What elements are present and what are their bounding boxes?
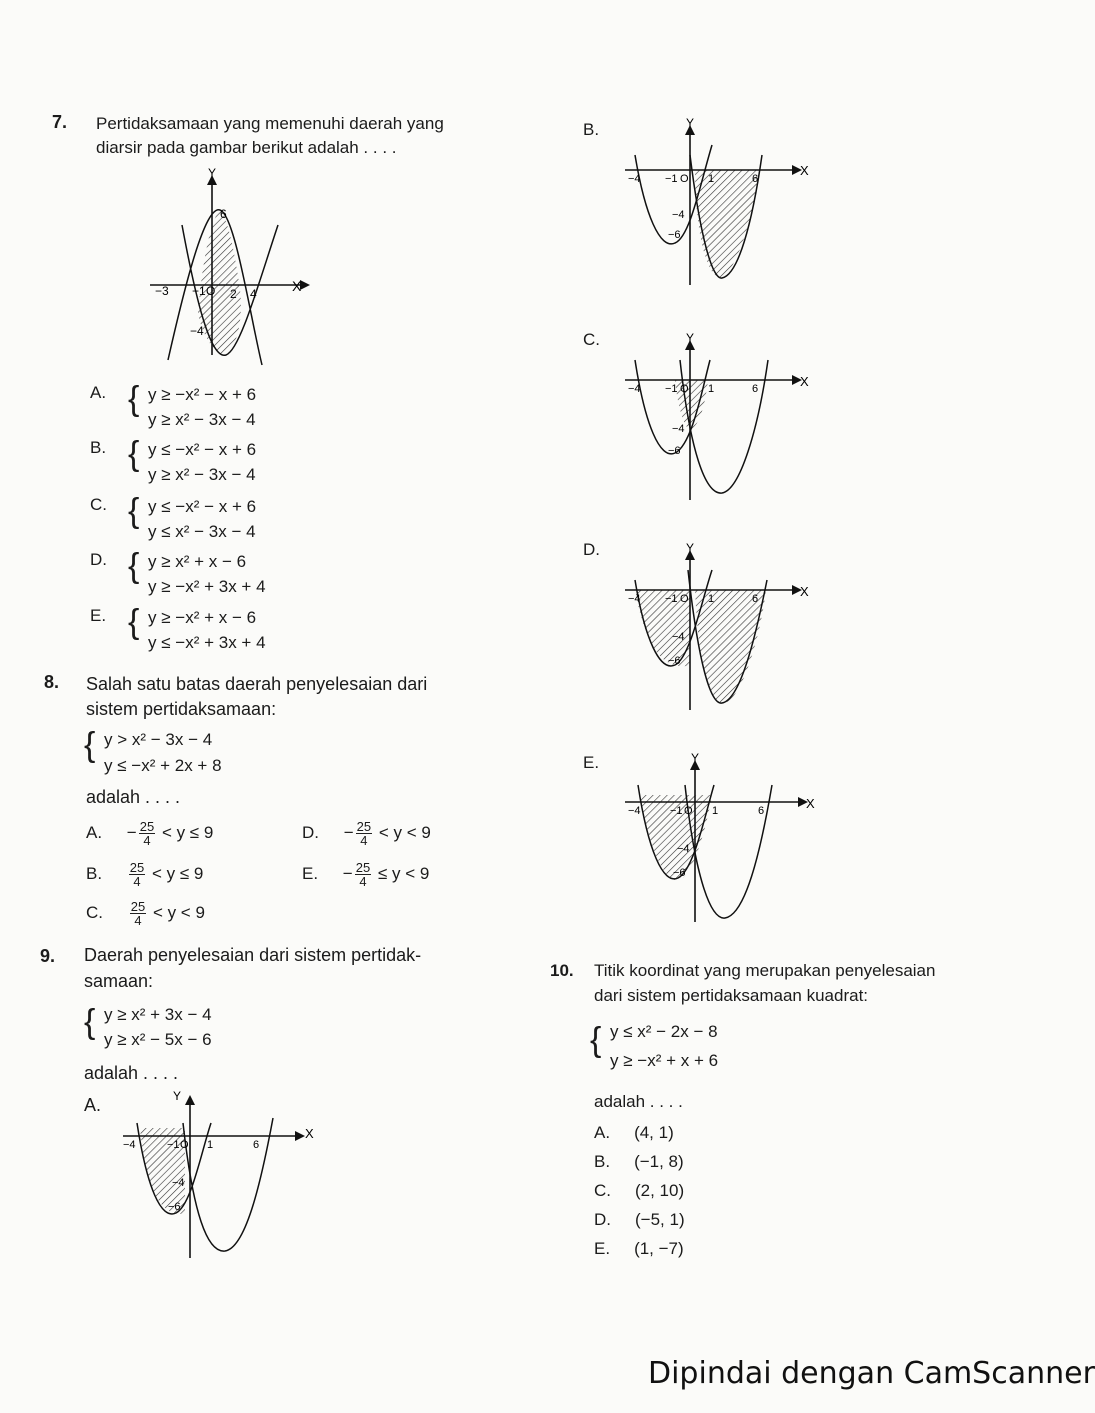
q7-option-a-line1: y ≥ −x² − x + 6 (148, 385, 257, 404)
svg-text:O: O (680, 383, 689, 395)
q10-sys-line1: y ≤ x² − 2x − 8 (610, 1022, 718, 1041)
q8-sys-line1: y > x² − 3x − 4 (104, 730, 213, 749)
q7-graph-d-letter[interactable]: D. (583, 540, 600, 559)
svg-text:−6: −6 (668, 229, 681, 241)
q8-option-e[interactable]: E. − $\frac{25}{4}$ ≤ y < 9 (302, 860, 430, 889)
q7-option-a-letter[interactable]: A. (90, 383, 107, 402)
q7-tick: −1 (192, 284, 206, 298)
svg-text:O: O (180, 1139, 189, 1151)
svg-text:−4: −4 (628, 593, 641, 605)
q10-option-e[interactable]: E. (1, −7) (594, 1239, 684, 1258)
svg-text:1: 1 (708, 173, 715, 185)
q10-option-c[interactable]: C. (2, 10) (594, 1181, 685, 1200)
q7-graph-e (620, 750, 820, 925)
q7-option-c-brace: { (128, 492, 140, 530)
q7-option-e-brace: { (128, 603, 140, 641)
q7-tick: 6 (220, 207, 227, 221)
q10-brace: { (590, 1021, 602, 1059)
q7-tick: −4 (190, 324, 204, 338)
q9-tail: adalah . . . . (84, 1063, 179, 1083)
q7-tick: 4 (250, 287, 257, 301)
q7-text-line2: diarsir pada gambar berikut adalah . . . . (96, 138, 397, 157)
q8-text-line1: Salah satu batas daerah penyelesaian dari (86, 674, 428, 694)
q9-graph (115, 1088, 325, 1263)
q7-tick: −3 (155, 284, 169, 298)
svg-text:−4: −4 (123, 1139, 136, 1151)
q10-option-a[interactable]: A. (4, 1) (594, 1123, 674, 1142)
svg-text:1: 1 (708, 593, 715, 605)
q7-y-label: Y (208, 166, 217, 180)
svg-text:−1: −1 (167, 1139, 180, 1151)
q9-text-line1: Daerah penyelesaian dari sistem pertidak- (84, 945, 422, 965)
svg-text:−4: −4 (672, 423, 685, 435)
q8-option-d[interactable]: D. − $\frac{25}{4}$ < y < 9 (302, 819, 431, 848)
svg-text:X: X (800, 584, 809, 599)
q8-option-a[interactable]: A. − $\frac{25}{4}$ < y ≤ 9 (86, 819, 214, 848)
q7-option-b-brace: { (128, 435, 140, 473)
q9-number: 9. (40, 946, 56, 966)
q7-number: 7. (52, 112, 68, 132)
q7-option-d-letter[interactable]: D. (90, 550, 107, 569)
q10-text-line1: Titik koordinat yang merupakan penyelesaian (594, 961, 936, 980)
q9-option-a-letter[interactable]: A. (84, 1095, 102, 1115)
q8-text-line2: sistem pertidaksamaan: (86, 699, 277, 719)
q7-option-a-line2: y ≥ x² − 3x − 4 (148, 410, 256, 429)
svg-text:−4: −4 (672, 631, 685, 643)
q10-number: 10. (550, 961, 574, 980)
svg-text:−1: −1 (665, 383, 678, 395)
svg-text:−4: −4 (172, 1177, 185, 1189)
svg-text:−4: −4 (677, 843, 690, 855)
q9-sys-line1: y ≥ x² + 3x − 4 (104, 1005, 212, 1024)
q7-option-b-line1: y ≤ −x² − x + 6 (148, 440, 257, 459)
q10-option-b[interactable]: B. (−1, 8) (594, 1152, 684, 1171)
q7-x-label: X (292, 278, 302, 294)
q7-option-d-line2: y ≥ −x² + 3x + 4 (148, 577, 266, 596)
q7-tick: O (206, 284, 216, 298)
svg-text:−6: −6 (673, 867, 686, 879)
q7-option-e-line1: y ≥ −x² + x − 6 (148, 608, 257, 627)
q8-option-b[interactable]: B. $\frac{25}{4}$ < y ≤ 9 (86, 860, 204, 889)
svg-text:Y: Y (686, 541, 695, 555)
svg-text:Y: Y (691, 751, 700, 765)
svg-text:−1: −1 (665, 173, 678, 185)
q7-option-c-line1: y ≤ −x² − x + 6 (148, 497, 257, 516)
svg-text:X: X (806, 796, 815, 811)
svg-text:6: 6 (752, 173, 759, 185)
svg-text:1: 1 (712, 805, 719, 817)
q7-x-arrow (300, 280, 310, 290)
svg-text:O: O (684, 805, 693, 817)
q7-graph (140, 165, 320, 370)
q10-text-line2: dari sistem pertidaksamaan kuadrat: (594, 986, 869, 1005)
q7-option-c-line2: y ≤ x² − 3x − 4 (148, 522, 256, 541)
q7-shaded-region (198, 210, 241, 355)
q7-graph-d (620, 540, 820, 710)
q10-option-d[interactable]: D. (−5, 1) (594, 1210, 685, 1229)
svg-text:6: 6 (752, 593, 759, 605)
q7-option-b-line2: y ≥ x² − 3x − 4 (148, 465, 256, 484)
q7-graph-e-letter[interactable]: E. (583, 753, 600, 772)
q7-option-e-line2: y ≤ −x² + 3x + 4 (148, 633, 266, 652)
q7-option-d-brace: { (128, 547, 140, 585)
q9-sys-line2: y ≥ x² − 5x − 6 (104, 1030, 212, 1049)
q7-option-b-letter[interactable]: B. (90, 438, 107, 457)
q8-option-c[interactable]: C. $\frac{25}{4}$ < y < 9 (86, 899, 205, 928)
svg-text:−1: −1 (665, 593, 678, 605)
svg-text:6: 6 (752, 383, 759, 395)
q10-tail: adalah . . . . (594, 1092, 683, 1111)
svg-text:−4: −4 (628, 173, 641, 185)
q7-graph-c (620, 330, 820, 500)
svg-text:−4: −4 (628, 383, 641, 395)
svg-text:X: X (800, 163, 809, 178)
q8-sys-line2: y ≤ −x² + 2x + 8 (104, 756, 222, 775)
svg-text:6: 6 (758, 805, 765, 817)
svg-text:−1: −1 (670, 805, 683, 817)
svg-text:Y: Y (173, 1089, 182, 1103)
q9-brace: { (84, 1003, 96, 1041)
q7-option-c-letter[interactable]: C. (90, 495, 107, 514)
q10-sys-line2: y ≥ −x² + x + 6 (610, 1051, 719, 1070)
svg-text:O: O (680, 173, 689, 185)
svg-text:Y: Y (686, 116, 695, 130)
svg-text:1: 1 (708, 383, 715, 395)
q7-graph-c-letter[interactable]: C. (583, 330, 600, 349)
svg-text:Y: Y (686, 331, 695, 345)
q7-option-a-brace: { (128, 380, 140, 418)
q8-number: 8. (44, 672, 60, 692)
svg-text:X: X (305, 1126, 314, 1141)
svg-text:−6: −6 (168, 1201, 181, 1213)
q7-option-d-line1: y ≥ x² + x − 6 (148, 552, 247, 571)
q7-text-line1: Pertidaksamaan yang memenuhi daerah yang (96, 114, 444, 133)
q7-tick: 2 (230, 287, 237, 301)
svg-text:−4: −4 (628, 805, 641, 817)
svg-text:6: 6 (253, 1139, 260, 1151)
q8-brace: { (84, 726, 96, 764)
q7-graph-b (620, 115, 820, 290)
svg-text:1: 1 (207, 1139, 214, 1151)
svg-text:X: X (800, 374, 809, 389)
svg-text:O: O (680, 593, 689, 605)
svg-text:−6: −6 (668, 445, 681, 457)
q7-option-e-letter[interactable]: E. (90, 606, 107, 625)
q7-graph-b-letter[interactable]: B. (583, 120, 600, 139)
scanner-watermark: Dipindai dengan CamScanner (648, 1356, 1095, 1391)
svg-text:−4: −4 (672, 209, 685, 221)
svg-text:−6: −6 (668, 655, 681, 667)
q8-tail: adalah . . . . (86, 787, 181, 807)
q9-text-line2: samaan: (84, 971, 154, 991)
